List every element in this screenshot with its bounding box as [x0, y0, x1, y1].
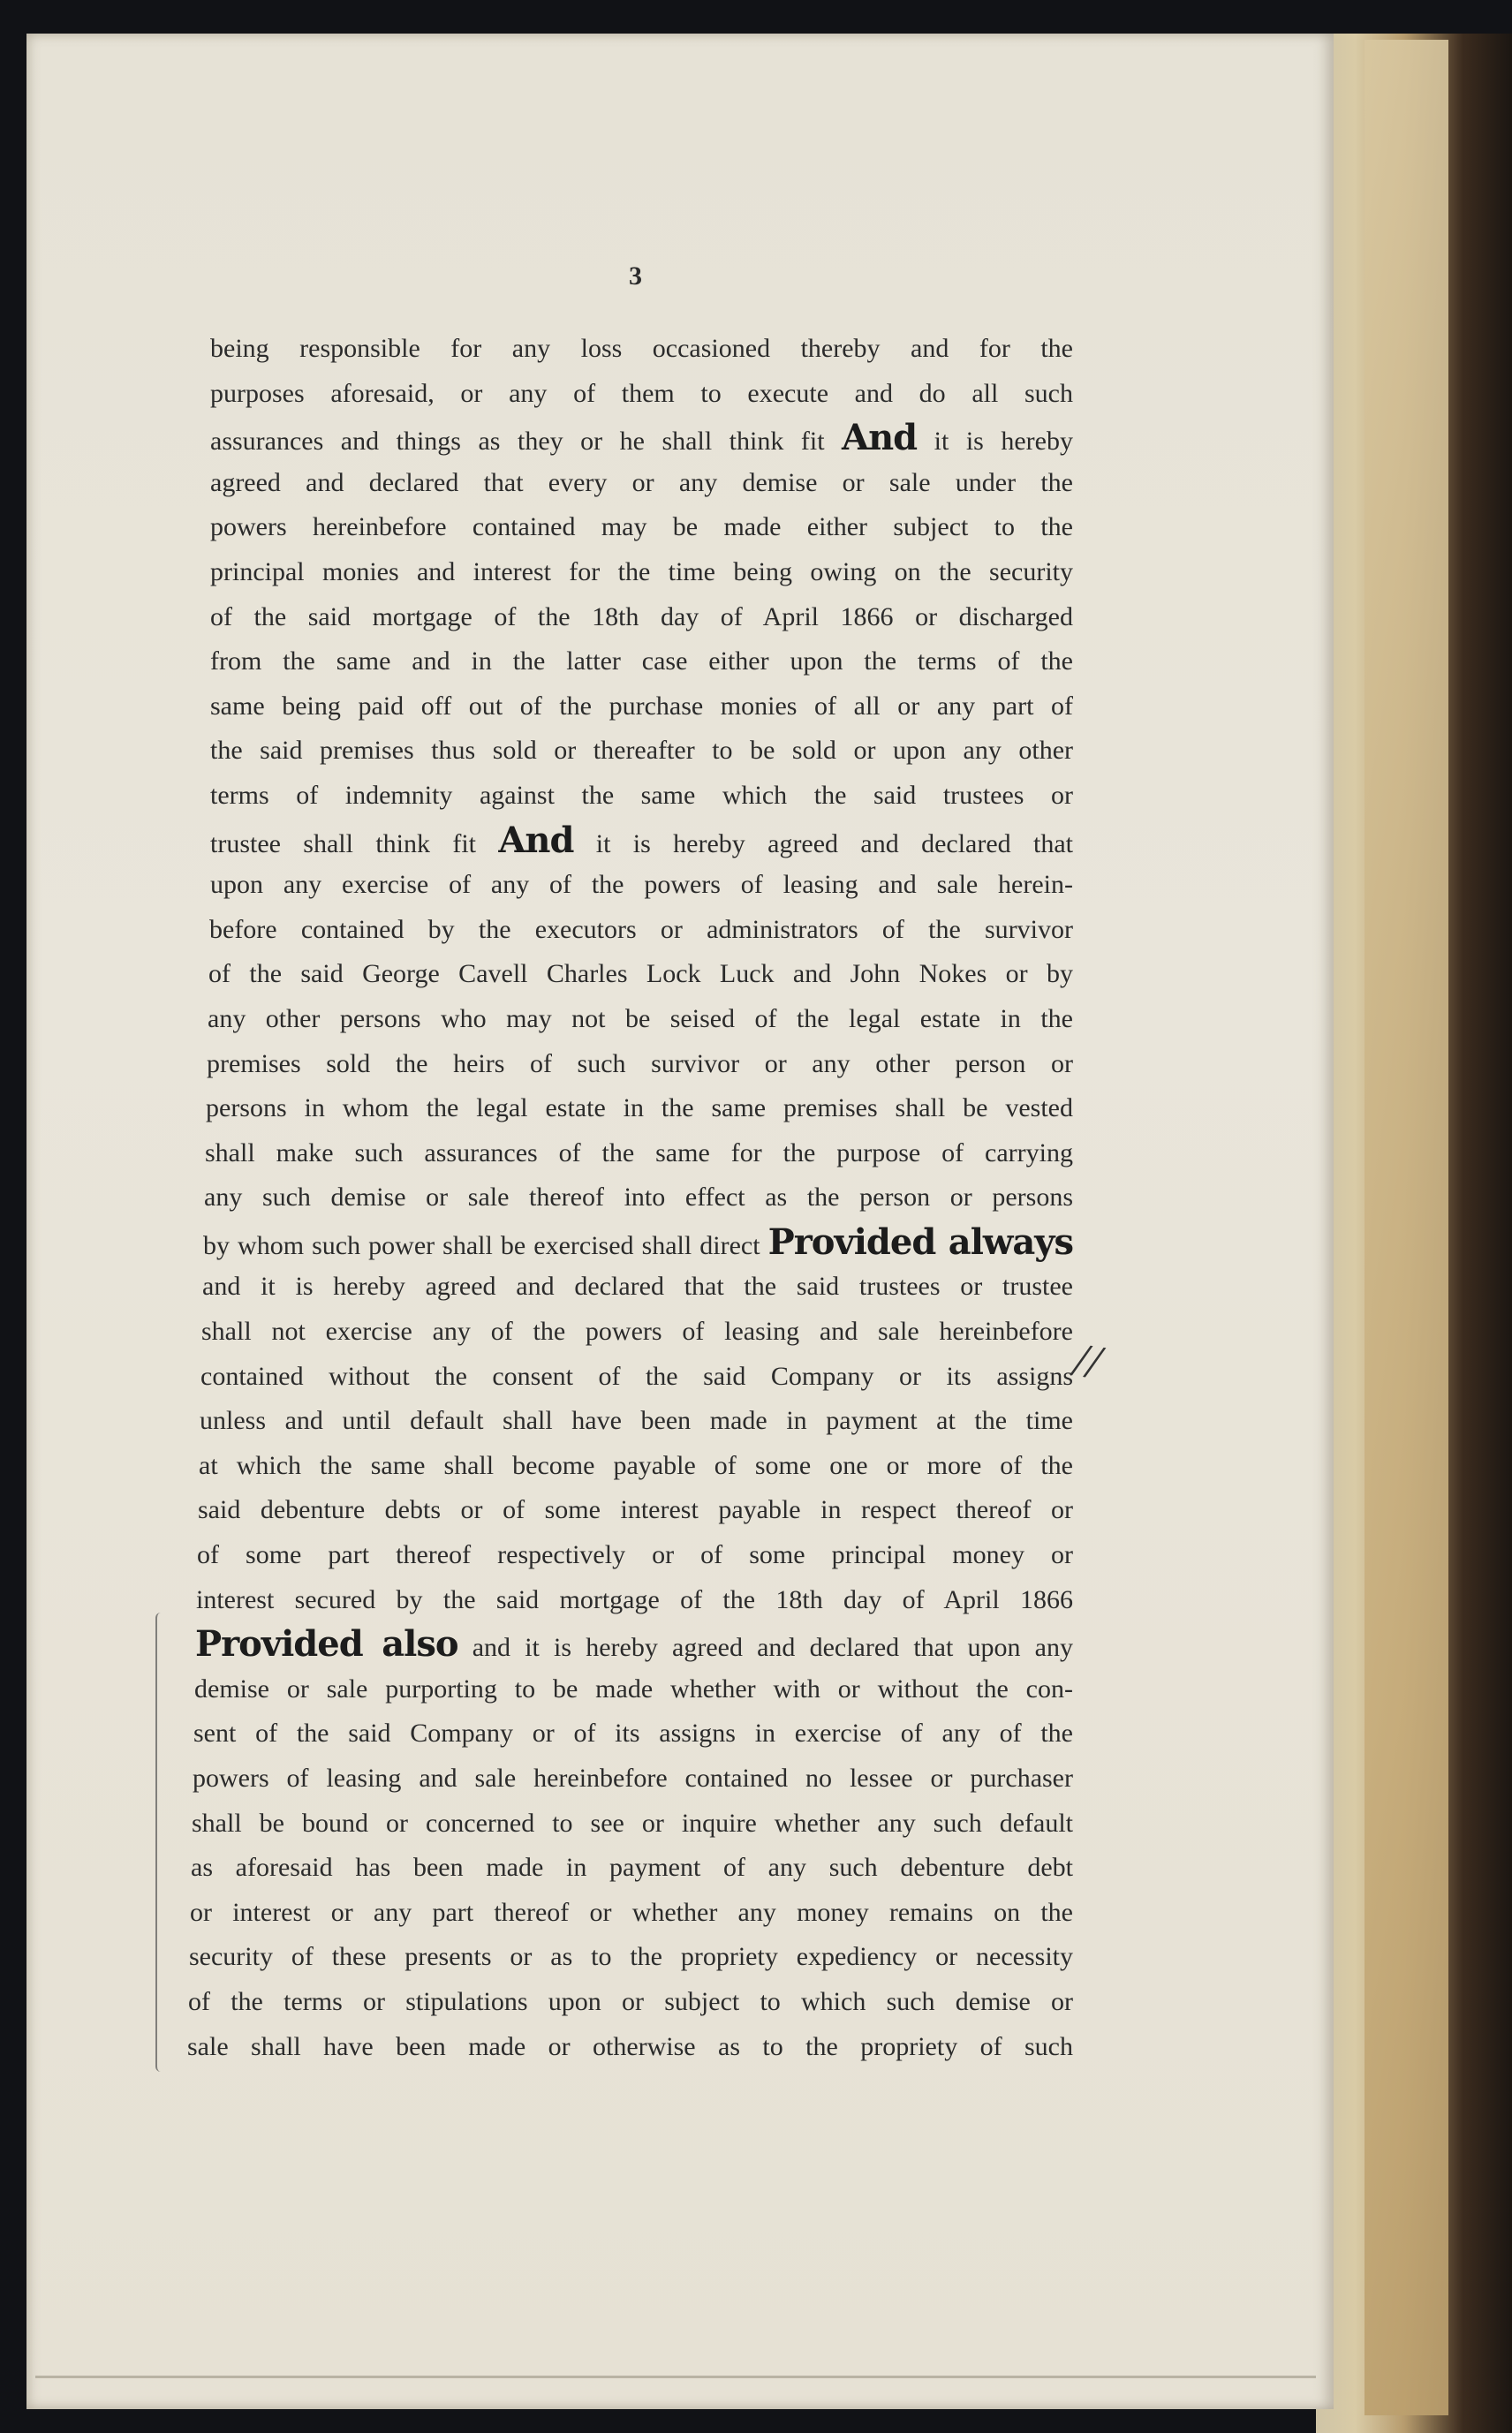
text-line: of the said mortgage of the 18th day of April 1866 or discharged: [210, 601, 1073, 631]
text-line: sent of the said Company or of its assigns in exercise of any of the: [193, 1719, 1073, 1749]
margin-annotation: //: [1070, 1333, 1105, 1389]
text-line: [203, 1220, 1073, 1266]
text-line: as aforesaid has been made in payment of any such debenture debt: [191, 1853, 1073, 1883]
text-line: purposes aforesaid, or any of them to execute and do all such: [210, 378, 1073, 408]
text-line: any such demise or sale thereof into effect as the person or persons: [204, 1182, 1073, 1213]
text-line: [210, 416, 1073, 461]
text-line: unless and until default shall have been made in payment at the time: [200, 1406, 1073, 1436]
text-line: or interest or any part thereof or whether any money remains on the: [190, 1897, 1073, 1927]
blackletter-keyword: And: [498, 819, 574, 861]
document-body: [185, 327, 1073, 2069]
blackletter-keyword: And: [842, 417, 918, 459]
page-stack-edge: [1365, 40, 1448, 2415]
page-number: 3: [629, 261, 642, 291]
line-text-before: assurances and things as they or he shall think fit: [210, 427, 843, 457]
page-bottom-edge: [35, 2376, 1316, 2378]
text-line: premises sold the heirs of such survivor or any other person or: [207, 1048, 1073, 1078]
text-line: shall be bound or concerned to see or inquire whether any such default: [192, 1808, 1073, 1838]
text-line: of the said George Cavell Charles Lock Luck and John Nokes or by: [208, 959, 1073, 989]
line-text-after: and it is hereby agreed and declared that upon any: [457, 1633, 1073, 1663]
text-line: sale shall have been made or otherwise as to the propriety of such: [187, 2031, 1073, 2061]
text-line: agreed and declared that every or any demise or sale under the: [210, 467, 1073, 497]
text-line: of the terms or stipulations upon or subject to which such demise or: [188, 1986, 1073, 2016]
text-line: said debenture debts or of some interest payable in respect thereof or: [198, 1495, 1073, 1525]
margin-bracket: [155, 1613, 170, 2072]
text-line: security of these presents or as to the propriety expediency or necessity: [189, 1942, 1073, 1972]
text-line: being responsible for any loss occasioned thereby and for the: [210, 334, 1073, 363]
text-line: and it is hereby agreed and declared that the said trustees or trustee: [202, 1272, 1073, 1302]
blackletter-keyword: Provided always: [767, 1220, 1074, 1263]
line-text-after: it is hereby: [917, 427, 1073, 457]
text-line: interest secured by the said mortgage of the 18th day of April 1866: [196, 1584, 1073, 1614]
text-line: demise or sale purporting to be made whether with or without the con-: [194, 1674, 1073, 1704]
line-text-after: it is hereby agreed and declared that: [573, 828, 1073, 858]
text-line: [210, 819, 1073, 864]
text-line: powers of leasing and sale hereinbefore contained no lessee or purchaser: [193, 1764, 1073, 1793]
text-line: same being paid off out of the purchase monies of all or any part of: [210, 691, 1073, 721]
text-line: from the same and in the latter case either upon the terms of the: [210, 646, 1073, 676]
text-line: the said premises thus sold or thereafter to be sold or upon any other: [210, 736, 1073, 766]
text-line: of some part thereof respectively or of some principal money or: [197, 1540, 1073, 1570]
text-line: persons in whom the legal estate in the same premises shall be vested: [206, 1093, 1073, 1123]
text-line: powers hereinbefore contained may be made either subject to the: [210, 512, 1073, 542]
text-line: upon any exercise of any of the powers of leasing and sale herein-: [210, 870, 1073, 900]
text-line: shall make such assurances of the same for the purpose of carrying: [205, 1137, 1073, 1167]
text-line: [195, 1622, 1073, 1667]
blackletter-keyword: Provided also: [195, 1623, 458, 1666]
text-line: before contained by the executors or administrators of the survivor: [209, 914, 1073, 944]
text-line: contained without the consent of the said Company or its assigns: [200, 1361, 1073, 1391]
line-text-before: by whom such power shall be exercised shall direct: [203, 1230, 768, 1260]
line-text-before: trustee shall think fit: [210, 828, 499, 858]
text-line: any other persons who may not be seised of the legal estate in the: [208, 1003, 1073, 1033]
text-line: terms of indemnity against the same which the said trustees or: [210, 780, 1073, 810]
text-line: shall not exercise any of the powers of leasing and sale hereinbefore: [201, 1317, 1073, 1347]
text-line: at which the same shall become payable of some one or more of the: [199, 1450, 1073, 1480]
text-line: principal monies and interest for the time being owing on the security: [210, 556, 1073, 586]
